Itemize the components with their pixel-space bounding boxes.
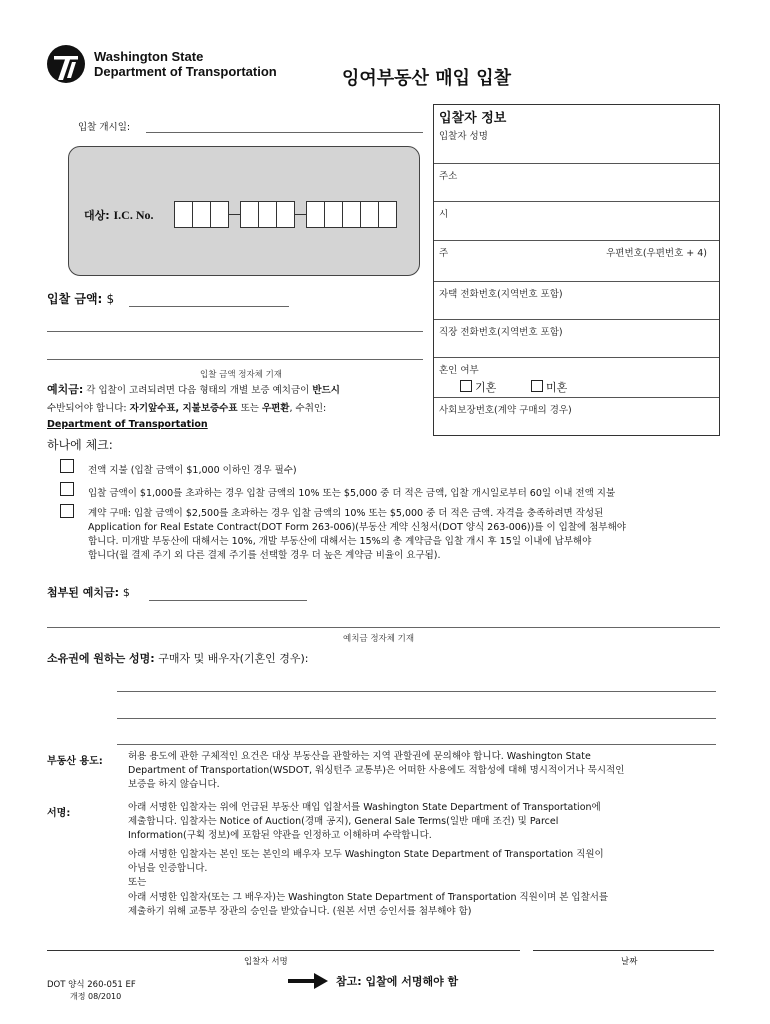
signature-line-5: 아님을 인증합니다. <box>128 863 208 874</box>
note-text: 참고: 입찰에 서명해야 함 <box>336 975 459 988</box>
bidder-name-label: 입찰자 성명 <box>439 131 488 142</box>
signature-label: 서명: <box>47 808 71 819</box>
signature-line-3: Information(구획 정보)에 포함된 약관을 인정하고 이해하며 수락합니다. <box>128 830 432 841</box>
contract-purchase-checkbox[interactable] <box>60 504 74 518</box>
check-one-label: 하나에 체크: <box>47 438 113 452</box>
ic-separator <box>295 214 306 215</box>
opening-date-label: 입찰 개시일: <box>78 122 131 133</box>
property-use-line-1: 허용 용도에 관한 구체적인 요건은 대상 부동산을 관할하는 지역 관할권에 문의해야 합니다. Washington State <box>128 751 591 762</box>
title-name-label-text: 소유권에 원하는 성명: <box>47 652 155 665</box>
signature-line-2: 제출합니다. 입찰자는 Notice of Auction(경매 공지), General Sale Terms(일반 매매 조건) 및 Parcel <box>128 816 559 827</box>
city-label: 시 <box>439 209 449 220</box>
deposit-instructions-2 <box>47 402 427 416</box>
title-name-text: 구매자 및 배우자(기혼인 경우): <box>154 652 309 665</box>
bidder-signature-caption: 입찰자 서명 <box>244 957 288 967</box>
work-phone-row[interactable] <box>434 319 719 338</box>
married-label: 기혼 <box>475 381 497 394</box>
signature-line-8: 제출하기 위해 교통부 장관의 승인을 받았습니다. (원본 서면 승인서를 첨부해야 함) <box>128 906 472 917</box>
property-use-line-3: 보증을 하지 않습니다. <box>128 779 220 790</box>
ssn-label: 사회보장번호(계약 구매의 경우) <box>439 405 572 416</box>
title-name-line-3[interactable] <box>117 744 716 745</box>
signature-line-1: 아래 서명한 입찰자는 위에 언급된 부동산 매입 입찰서를 Washington State Department of Transportation에 <box>128 802 601 813</box>
deposit-text-2: 수반되어야 합니다: <box>47 403 130 414</box>
deposit-forms: 자기앞수표, 지불보증수표 <box>129 403 238 414</box>
form-number: DOT 양식 260-051 EF <box>47 980 136 990</box>
ic-digit-box[interactable] <box>342 201 361 228</box>
option-contract-line-4: 합니다(월 결제 주기 외 다른 결제 주기를 선택할 경우 더 높은 계약금 비율이 요구됨). <box>88 550 441 561</box>
ssn-row[interactable] <box>434 397 719 416</box>
city-row[interactable] <box>434 201 719 220</box>
ic-digit-box[interactable] <box>306 201 325 228</box>
written-amount-caption: 입찰 금액 정자체 기재 <box>200 370 283 380</box>
deposit-heading: 예치금: <box>47 383 84 396</box>
logo-line-1: Washington State <box>94 49 204 64</box>
ic-digit-box[interactable] <box>378 201 397 228</box>
marital-row <box>434 357 719 394</box>
ic-label: I.C. No. <box>113 208 154 222</box>
arrow-right-icon <box>288 973 328 989</box>
lot-label <box>84 207 154 223</box>
date-field[interactable] <box>533 950 714 951</box>
option-contract-line-3: 합니다. 미개발 부동산에 대해서는 10%, 개발 부동산에 대해서는 15%의 총 계약금을 입찰 개시 후 15일 이내에 납부해야 <box>88 536 592 547</box>
option-contract-line-1: 계약 구매: 입찰 금액이 $2,500를 초과하는 경우 입찰 금액의 10% 또는 $5,000 중 더 적은 금액. 자격을 충족하려면 작성된 <box>88 508 604 519</box>
zip-label: 우편번호(우편번호 + 4) <box>606 248 707 259</box>
deposit-payee: Department of Transportation <box>47 419 208 430</box>
title-name-line-2[interactable] <box>117 718 716 719</box>
signature-line-6: 또는 <box>128 877 147 888</box>
bid-amount-field[interactable] <box>129 306 289 307</box>
bid-amount-label-text: 입찰 금액: <box>47 292 103 306</box>
full-payment-checkbox[interactable] <box>60 459 74 473</box>
ic-digit-box[interactable] <box>258 201 277 228</box>
bid-amount-label <box>47 290 114 307</box>
deposit-text-1: 각 입찰이 고려되려면 다음 형태의 개별 보증 예치금이 <box>83 385 313 396</box>
logo-line-2: Department of Transportation <box>94 64 277 79</box>
deposit-must: 반드시 <box>312 385 340 396</box>
state-label: 주 <box>439 248 449 259</box>
deposit-written-line[interactable] <box>47 627 720 628</box>
marital-label: 혼인 여부 <box>439 365 479 376</box>
state-zip-row[interactable] <box>434 240 719 259</box>
signature-line-7: 아래 서명한 입찰자(또는 그 배우자)는 Washington State Department of Transportation 직원이며 본 입찰서를 <box>128 892 609 903</box>
property-use-line-2: Department of Transportation(WSDOT, 워싱턴주 교통부)은 어떠한 사용에도 적합성에 대해 명시적이거나 묵시적인 <box>128 765 625 776</box>
option-full-payment: 전액 지불 (입찰 금액이 $1,000 이하인 경우 필수) <box>88 465 297 476</box>
deposit-or: 또는 <box>237 403 262 414</box>
deposit-payee-label: , 수취인: <box>289 403 327 414</box>
ten-percent-checkbox[interactable] <box>60 482 74 496</box>
deposit-attached-label <box>47 584 130 600</box>
deposit-written-caption: 예치금 정자체 기재 <box>343 634 415 644</box>
title-name-label <box>47 650 309 666</box>
deposit-attached-label-text: 첨부된 예치금: <box>47 586 119 599</box>
property-use-label: 부동산 용도: <box>47 756 103 767</box>
ic-separator <box>229 214 240 215</box>
bid-amount-written-line-2[interactable] <box>47 359 423 360</box>
home-phone-label: 자택 전화번호(지역번호 포함) <box>439 289 563 300</box>
ic-digit-box[interactable] <box>240 201 259 228</box>
unmarried-label: 미혼 <box>546 381 568 394</box>
form-title: 잉여부동산 매입 입찰 <box>342 68 512 89</box>
bidder-info-box <box>433 104 720 436</box>
bidder-signature-field[interactable] <box>47 950 520 951</box>
form-revised: 개정 08/2010 <box>70 992 122 1001</box>
ic-digit-box[interactable] <box>192 201 211 228</box>
wsdot-logo-icon <box>46 44 86 84</box>
date-caption: 날짜 <box>621 957 638 967</box>
address-row[interactable] <box>434 163 719 182</box>
bid-amount-written-line-1[interactable] <box>47 331 423 332</box>
married-checkbox[interactable] <box>460 380 472 392</box>
option-ten-percent: 입찰 금액이 $1,000를 초과하는 경우 입찰 금액의 10% 또는 $5,000 중 더 적은 금액, 입찰 개시일로부터 60일 이내 전액 지불 <box>88 488 616 499</box>
option-contract-line-2: Application for Real Estate Contract(DOT Form 263-006)(부동산 계약 신청서(DOT 양식 263-006))를 이 입찰에 첨부해야 <box>88 522 626 533</box>
address-label: 주소 <box>439 171 458 182</box>
signature-line-4: 아래 서명한 입찰자는 본인 또는 본인의 배우자 모두 Washington State Department of Transportation 직원이 <box>128 849 604 860</box>
opening-date-field[interactable] <box>146 132 423 133</box>
home-phone-row[interactable] <box>434 281 719 300</box>
bid-amount-currency: $ <box>106 292 115 306</box>
wsdot-logo <box>46 44 296 84</box>
ic-digit-box[interactable] <box>210 201 229 228</box>
unmarried-checkbox[interactable] <box>531 380 543 392</box>
ic-digit-box[interactable] <box>324 201 343 228</box>
deposit-money-order: 우편환 <box>261 403 290 414</box>
deposit-attached-field[interactable] <box>149 600 307 601</box>
ic-digit-box[interactable] <box>360 201 379 228</box>
title-name-line-1[interactable] <box>117 691 716 692</box>
bidder-info-heading: 입찰자 정보 <box>439 111 507 126</box>
ic-digit-box[interactable] <box>174 201 193 228</box>
lot-label-text: 대상: <box>84 209 110 222</box>
work-phone-label: 직장 전화번호(지역번호 포함) <box>439 327 563 338</box>
deposit-instructions <box>47 383 427 398</box>
ic-digit-box[interactable] <box>276 201 295 228</box>
deposit-attached-currency: $ <box>122 586 130 599</box>
